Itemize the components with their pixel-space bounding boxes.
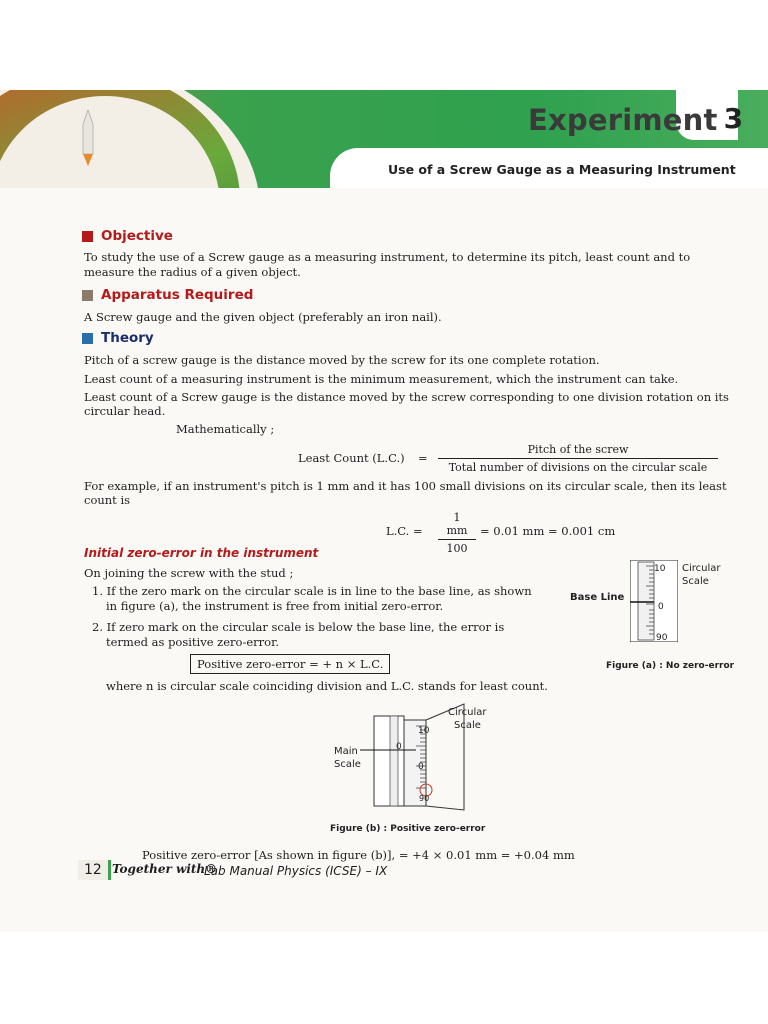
figure-b-caption: Figure (b) : Positive zero-error [330,824,486,834]
figure-a-tick-0: 0 [658,602,664,612]
figure-b-tick-0: 0 [418,762,424,772]
positive-zero-error-result: Positive zero-error [As shown in figure (b)], = +4 × 0.01 mm = +0.04 mm [142,848,575,862]
square-bullet-icon [82,290,93,301]
figure-b-main-zero: 0 [396,742,402,752]
figure-a-circular-label: Circular [682,563,721,574]
zero-error-item-2-line-2: termed as positive zero-error. [106,635,279,649]
experiment-heading [528,102,743,137]
theory-screw-least-count-line-2: circular head. [84,404,166,418]
zero-error-item-1-line-2: in figure (a), the instrument is free from initial zero-error. [106,599,444,613]
least-count-fraction [438,443,718,474]
page-number: 12 [78,860,111,880]
figure-b-main-scale-label: Scale [334,759,361,770]
experiment-number: 3 [723,102,744,135]
theory-heading [82,330,154,346]
apparatus-heading-text: Apparatus Required [101,287,254,303]
figure-b-tick-10: 10 [418,726,430,736]
theory-least-count-definition: Least count of a measuring instrument is the minimum measurement, which the instrument can take. [84,372,679,386]
book-page [0,90,768,932]
mathematically-label: Mathematically ; [176,422,275,436]
formula-explanation: where n is circular scale coinciding division and L.C. stands for least count. [106,679,548,693]
least-count-numerator: Pitch of the screw [438,443,718,459]
rocket-icon [80,110,96,166]
theory-screw-least-count-line-1: Least count of a Screw gauge is the distance moved by the screw corresponding to one division rotation on its [84,390,729,404]
lc-short-label: L.C. = [386,524,423,538]
figure-a-caption: Figure (a) : No zero-error [606,661,735,671]
book-title: Lab Manual Physics (ICSE) – IX [204,864,388,878]
example-line-2: count is [84,493,131,507]
zero-error-item-1-line-1: 1. If the zero mark on the circular scale is in line to the base line, as shown [92,584,532,598]
objective-line-1: To study the use of a Screw gauge as a measuring instrument, to determine its pitch, least count and to [84,250,691,264]
zero-error-intro: On joining the screw with the stud ; [84,566,294,580]
example-denominator: 100 [446,542,468,555]
brand-logo: Together with® [112,862,218,876]
figure-a-base-line-label: Base Line [570,592,625,603]
zero-error-item-2-line-1: 2. If zero mark on the circular scale is below the base line, the error is [92,620,505,634]
objective-heading-text: Objective [101,228,173,244]
objective-heading [82,228,173,244]
experiment-title: Experiment [528,103,718,137]
figure-a-scale-label: Scale [682,576,709,587]
figure-a-tick-90: 90 [656,633,668,643]
square-bullet-icon [82,333,93,344]
apparatus-text: A Screw gauge and the given object (preferably an iron nail). [84,310,442,324]
example-line-1: For example, if an instrument's pitch is 1 mm and it has 100 small divisions on its circular scale, then its least [84,479,727,493]
figure-b-main-label: Main [334,746,358,757]
figure-a-tick-10: 10 [654,564,666,574]
theory-heading-text: Theory [101,330,154,346]
experiment-subtitle: Use of a Screw Gauge as a Measuring Instrument [388,162,736,177]
apparatus-heading [82,287,253,303]
figure-b-tick-90: 90 [419,794,430,803]
example-numerator: 1 mm [438,511,476,540]
figure-b-circular-label: Circular [448,707,487,718]
least-count-denominator: Total number of divisions on the circular scale [448,461,708,474]
square-bullet-icon [82,231,93,242]
figure-b-scale-label: Scale [454,720,481,731]
equals-sign: = [418,451,428,465]
zero-error-heading: Initial zero-error in the instrument [84,546,319,560]
objective-line-2: measure the radius of a given object. [84,265,301,279]
theory-pitch-definition: Pitch of a screw gauge is the distance moved by the screw for its one complete rotation. [84,353,600,367]
example-fraction [438,511,476,555]
example-result: = 0.01 mm = 0.001 cm [480,524,616,538]
header-decoration [0,90,330,188]
positive-zero-error-formula: Positive zero-error = + n × L.C. [190,654,390,674]
least-count-label: Least Count (L.C.) [298,451,405,465]
figure-b-screw-gauge [360,702,470,812]
